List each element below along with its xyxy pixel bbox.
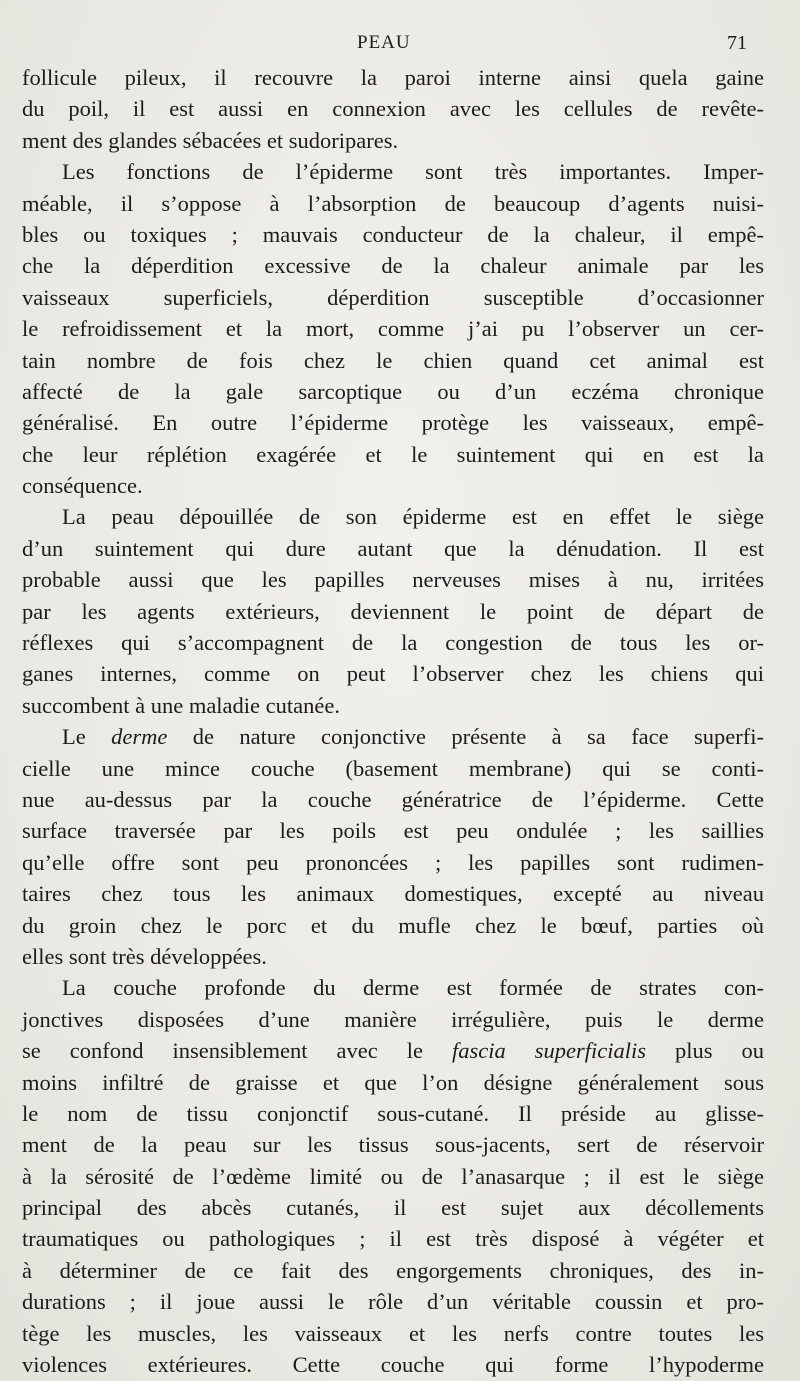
text-line: che la déperdition excessive de la chaleur animale par les [22, 253, 764, 279]
running-head: PEAU [357, 32, 411, 53]
text-line: principal des abcès cutanés, il est sujet aux décollements [22, 1195, 764, 1221]
text-line: qu’elle offre sont peu prononcées ; les papilles sont rudimen- [22, 849, 764, 875]
text-line: nue au-dessus par la couche génératrice de l’épiderme. Cette [22, 786, 764, 812]
text-line: cielle une mince couche (basement membrane) qui se conti- [22, 755, 764, 781]
text-line: réflexes qui s’accompagnent de la congestion de tous les or- [22, 630, 764, 656]
text-line: affecté de la gale sarcoptique ou d’un eczéma chronique [22, 378, 764, 404]
text-line: che leur réplétion exagérée et le suintement qui en est la [22, 441, 764, 467]
text-line: durations ; il joue aussi le rôle d’un véritable coussin et pro- [22, 1289, 764, 1315]
text-line: La couche profonde du derme est formée de strates con- [62, 975, 764, 1001]
italic-term: fascia superficialis [451, 1038, 646, 1064]
text-line: du groin chez le porc et du mufle chez le bœuf, parties où [22, 912, 764, 938]
text-line: du poil, il est aussi en connexion avec les cellules de revête- [22, 96, 764, 122]
text-line: généralisé. En outre l’épiderme protège les vaisseaux, empê- [22, 410, 764, 436]
text-line: méable, il s’oppose à l’absorption de beaucoup d’agents nuisi- [22, 190, 764, 216]
text-line: vaisseaux superficiels, déperdition susceptible d’occasionner [22, 284, 764, 310]
text-line: le nom de tissu conjonctif sous-cutané. Il préside au glisse- [22, 1100, 764, 1126]
text-segment: de nature conjonctive présente à sa face superfi- [167, 724, 765, 750]
text-segment: Le [62, 724, 112, 750]
text-line: conséquence. [22, 473, 143, 499]
text-line: La peau dépouillée de son épiderme est en effet le siège [62, 504, 764, 530]
text-line: par les agents extérieurs, deviennent le point de départ de [22, 598, 764, 624]
page-header [0, 32, 800, 60]
text-segment: se confond insensiblement avec le [22, 1038, 452, 1064]
text-line: tain nombre de fois chez le chien quand cet animal est [22, 347, 764, 373]
text-line: follicule pileux, il recouvre la paroi interne ainsi quela gaine [22, 65, 764, 90]
text-line: ganes internes, comme on peut l’observer chez les chiens qui [22, 661, 764, 687]
body-text [22, 62, 764, 1380]
text-line: traumatiques ou pathologiques ; il est très disposé à végéter et [22, 1226, 764, 1252]
text-line: le refroidissement et la mort, comme j’ai pu l’observer un cer- [22, 316, 764, 342]
text-line [22, 721, 764, 752]
italic-term: derme [111, 724, 168, 750]
page-number: 71 [727, 32, 747, 54]
text-line: tège les muscles, les vaisseaux et les nerfs contre toutes les [22, 1320, 764, 1346]
text-line: moins infiltré de graisse et que l’on désigne généralement sous [22, 1069, 764, 1095]
text-line: jonctives disposées d’une manière irrégulière, puis le derme [22, 1006, 764, 1032]
text-line: Les fonctions de l’épiderme sont très importantes. Imper- [62, 159, 764, 185]
text-line: bles ou toxiques ; mauvais conducteur de la chaleur, il empê- [22, 221, 764, 247]
text-segment: plus ou [645, 1038, 764, 1064]
text-line: violences extérieures. Cette couche qui forme l’hypoderme [22, 1352, 764, 1378]
text-line: probable aussi que les papilles nerveuses mises à nu, irritées [22, 567, 764, 593]
text-line: à déterminer de ce fait des engorgements chroniques, des in- [22, 1257, 764, 1283]
text-line [22, 1035, 764, 1066]
text-line: elles sont très développées. [22, 943, 267, 969]
text-line: à la sérosité de l’œdème limité ou de l’anasarque ; il est le siège [22, 1163, 764, 1189]
text-line: ment des glandes sébacées et sudoripares. [22, 127, 399, 153]
text-line: d’un suintement qui dure autant que la dénudation. Il est [22, 535, 764, 561]
text-line: taires chez tous les animaux domestiques, excepté au niveau [22, 881, 764, 907]
text-line: ment de la peau sur les tissus sous-jacents, sert de réservoir [22, 1132, 764, 1158]
text-line: surface traversée par les poils est peu ondulée ; les saillies [22, 818, 764, 844]
text-line: succombent à une maladie cutanée. [22, 692, 340, 718]
